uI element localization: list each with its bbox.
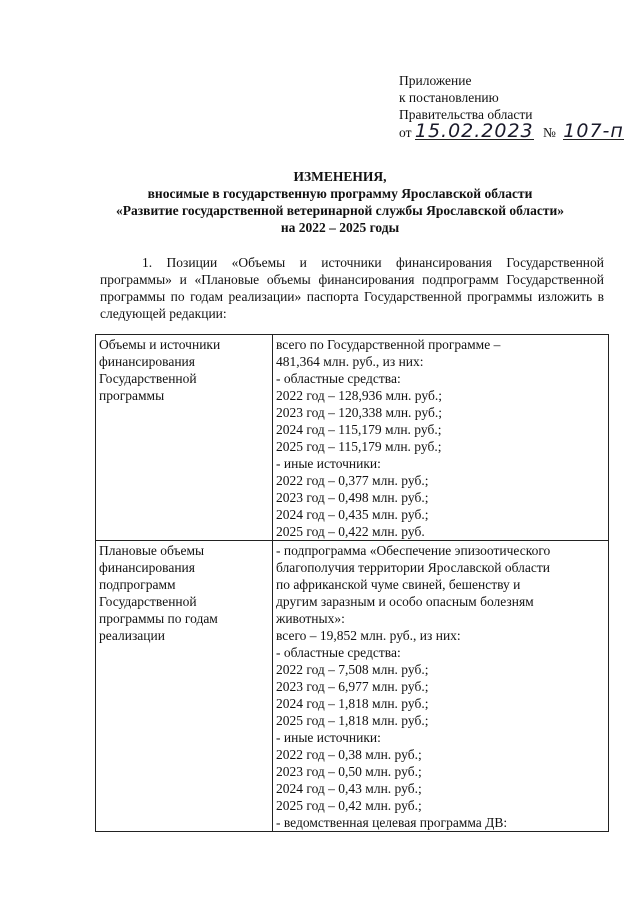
title-line-2: вносимые в государственную программу Ярославской области <box>147 186 533 201</box>
row2-label-line: финансирования <box>99 560 195 575</box>
appendix-line-3: Правительства области <box>399 107 533 122</box>
row2-value-line: 2023 год – 6,977 млн. руб.; <box>276 679 429 694</box>
row2-value-cell <box>273 541 609 832</box>
row2-value-line: по африканской чуме свиней, бешенству и <box>276 577 521 592</box>
row1-value-line: 2023 год – 0,498 млн. руб.; <box>276 490 429 505</box>
row2-value-line: животных»: <box>276 611 345 626</box>
row2-label-cell <box>96 541 273 832</box>
row1-value-line: 2025 год – 115,179 млн. руб.; <box>276 439 442 454</box>
title-line-4: на 2022 – 2025 годы <box>280 220 400 235</box>
row2-value-line: 2025 год – 1,818 млн. руб.; <box>276 713 429 728</box>
row1-value-line: 2022 год – 0,377 млн. руб.; <box>276 473 429 488</box>
row2-value-line: 2024 год – 0,43 млн. руб.; <box>276 781 422 796</box>
row2-label-line: подпрограмм <box>99 577 176 592</box>
row1-value-line: 2024 год – 115,179 млн. руб.; <box>276 422 442 437</box>
row2-value-line: - иные источники: <box>276 730 381 745</box>
row2-value-line: другим заразным и особо опасным болезням <box>276 594 534 609</box>
row2-value-line: 2025 год – 0,42 млн. руб.; <box>276 798 422 813</box>
table-row <box>96 541 609 832</box>
row1-value-line: 2024 год – 0,435 млн. руб.; <box>276 507 429 522</box>
number-sign: № <box>543 125 556 140</box>
title-line-3: «Развитие государственной ветеринарной службы Ярославской области» <box>116 203 564 218</box>
row2-value-line: - подпрограмма «Обеспечение эпизоотического <box>276 543 551 558</box>
appendix-line-2: к постановлению <box>399 90 499 105</box>
row1-value-line: 2025 год – 0,422 млн. руб. <box>276 524 425 539</box>
appendix-header <box>399 72 624 141</box>
handwritten-date: 15.02.2023 <box>414 120 534 142</box>
appendix-date-line <box>399 120 624 142</box>
paragraph-text: 1. Позиции «Объемы и источники финансирования Государственной программы» и «Плановые объемы финансирования подпрограмм Государственной программы по годам реализации» паспорта Государственной программы изложить в следующей редакции: <box>100 255 604 321</box>
row2-label-line: программы по годам <box>99 611 218 626</box>
row2-value-line: - ведомственная целевая программа ДВ: <box>276 815 508 830</box>
table-row <box>96 335 609 541</box>
row2-label-line: Государственной <box>99 594 197 609</box>
row2-value-line: 2023 год – 0,50 млн. руб.; <box>276 764 422 779</box>
row1-value-line: - иные источники: <box>276 456 381 471</box>
row2-value-line: 2022 год – 7,508 млн. руб.; <box>276 662 429 677</box>
row2-label-line: реализации <box>99 628 165 643</box>
from-label: от <box>399 125 412 140</box>
row1-label-line: программы <box>99 388 165 403</box>
passport-table <box>95 334 609 832</box>
row2-value-line: всего – 19,852 млн. руб., из них: <box>276 628 461 643</box>
title-heading: ИЗМЕНЕНИЯ, <box>293 169 387 184</box>
row1-value-line: 481,364 млн. руб., из них: <box>276 354 424 369</box>
row2-label-line: Плановые объемы <box>99 543 205 558</box>
row1-value-cell <box>273 335 609 541</box>
row1-value-line: - областные средства: <box>276 371 401 386</box>
row2-value-line: благополучия территории Ярославской области <box>276 560 550 575</box>
row1-value-line: 2022 год – 128,936 млн. руб.; <box>276 388 442 403</box>
row1-label-line: Государственной <box>99 371 197 386</box>
document-title <box>60 168 620 236</box>
row1-value-line: всего по Государственной программе – <box>276 337 501 352</box>
appendix-line-1: Приложение <box>399 73 472 88</box>
body-paragraph <box>100 254 604 322</box>
row2-value-line: 2024 год – 1,818 млн. руб.; <box>276 696 429 711</box>
row1-value-line: 2023 год – 120,338 млн. руб.; <box>276 405 442 420</box>
row2-value-line: - областные средства: <box>276 645 401 660</box>
handwritten-number: 107-п <box>563 120 624 142</box>
row1-label-line: финансирования <box>99 354 195 369</box>
row1-label-cell <box>96 335 273 541</box>
row2-value-line: 2022 год – 0,38 млн. руб.; <box>276 747 422 762</box>
row1-label-line: Объемы и источники <box>99 337 221 352</box>
